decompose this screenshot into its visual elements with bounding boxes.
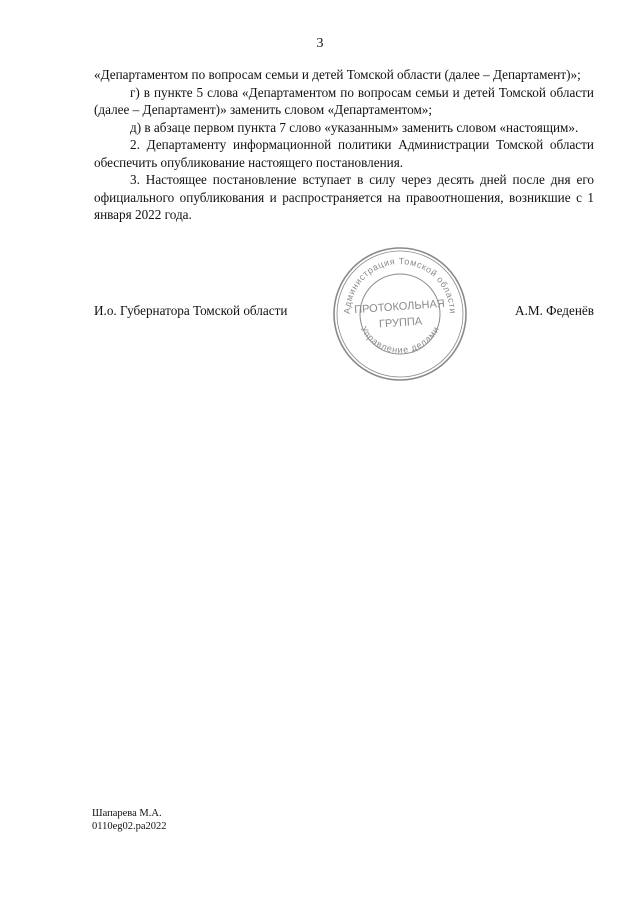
signatory-name: А.М. Феденёв bbox=[515, 303, 594, 318]
paragraph: 2. Департаменту информационной политики Администрации Томской области обеспечить опубликование настоящего постановления. bbox=[94, 137, 594, 170]
official-stamp bbox=[330, 244, 470, 384]
svg-text:ГРУППА: ГРУППА bbox=[378, 315, 423, 331]
paragraph: г) в пункте 5 слова «Департаментом по вопросам семьи и детей Томской области (далее – Департамент)» заменить словом «Департаментом»; bbox=[94, 84, 594, 117]
svg-text:ПРОТОКОЛЬНАЯ: ПРОТОКОЛЬНАЯ bbox=[353, 297, 446, 317]
paragraph: «Департаментом по вопросам семьи и детей Томской области (далее – Департамент)»; bbox=[94, 67, 581, 82]
signatory-position: И.о. Губернатора Томской области bbox=[94, 303, 288, 318]
footer-code: 0110eg02.pa2022 bbox=[92, 821, 167, 832]
svg-text:Администрация Томской области: Администрация Томской области bbox=[341, 255, 459, 315]
document-footer bbox=[92, 807, 167, 833]
page-number: 3 bbox=[316, 36, 324, 51]
svg-text:Управление делами: Управление делами bbox=[358, 324, 442, 355]
document-body bbox=[94, 66, 594, 224]
footer-author: Шапарева М.А. bbox=[92, 808, 162, 819]
stamp-seal-icon bbox=[330, 244, 470, 384]
paragraph: 3. Настоящее постановление вступает в силу через десять дней после дня его официального опубликования и распространяется на правоотношения, возникшие с 1 января 2022 года. bbox=[94, 172, 594, 222]
paragraph: д) в абзаце первом пункта 7 слово «указанным» заменить словом «настоящим». bbox=[130, 119, 579, 135]
